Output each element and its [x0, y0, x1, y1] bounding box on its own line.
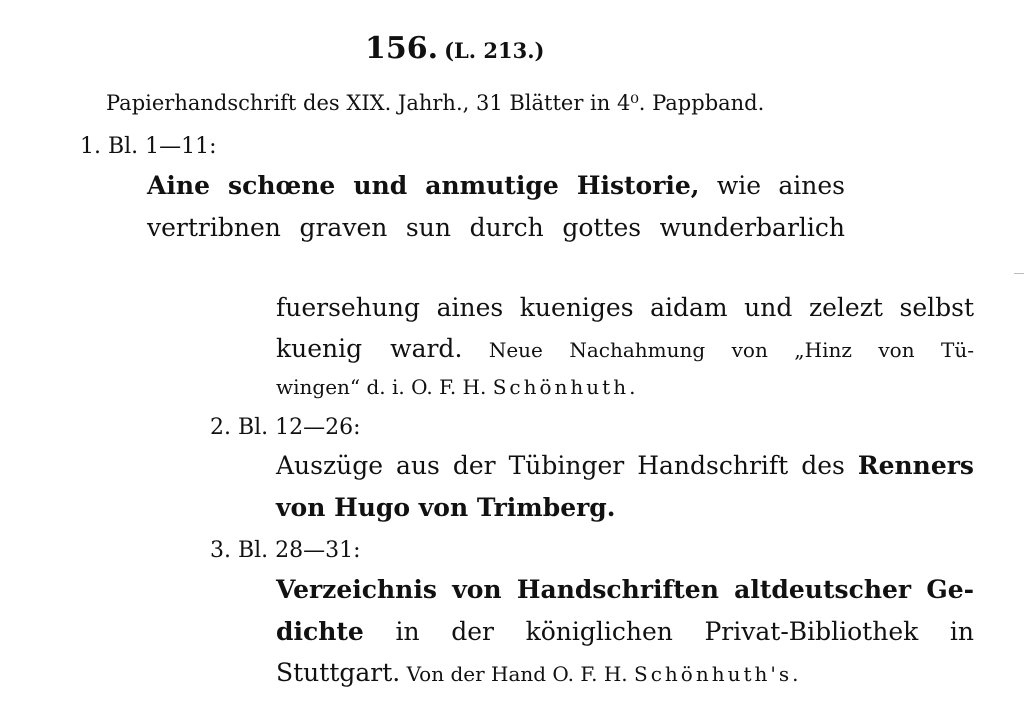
item-1-heading: 1. Bl. 1—11:: [80, 134, 217, 159]
item-1-title-bold: Aine schœne und anmutige Historie,: [147, 171, 700, 200]
entry-title: [365, 31, 545, 66]
item-3-line-2: [276, 619, 974, 644]
item-2-bold-renners: Renners: [857, 451, 974, 480]
item-3-bold-dichte: dichte: [276, 617, 364, 646]
item-3-author-name: Schönhuth's.: [634, 662, 802, 686]
item-2-line-1: [276, 453, 974, 478]
scan-edge-mark: [1014, 273, 1024, 274]
item-3-place: Stuttgart.: [276, 658, 401, 687]
item-2-text: Auszüge aus der Tübinger Handschrift des: [276, 451, 858, 480]
item-2-line-2: von Hugo von Trimberg.: [276, 493, 616, 522]
item-3-line-2-rest: in der königlichen Privat-Bibliothek in: [363, 617, 974, 646]
item-3-heading: 3. Bl. 28—31:: [210, 538, 361, 563]
item-1-author-name: Schönhuth.: [492, 375, 639, 399]
item-3-line-1: Verzeichnis von Handschriften altdeutscher Ge-: [276, 575, 974, 604]
item-1-line-5: [276, 377, 638, 397]
item-1-note: Neue Nachahmung von „Hinz von Tü-: [462, 338, 975, 362]
item-2-heading: 2. Bl. 12—26:: [210, 415, 361, 440]
item-1-line-4-main: kuenig ward.: [276, 334, 463, 363]
item-3-line-3: [276, 660, 802, 685]
item-1-line-4: [276, 336, 974, 361]
item-1-note-cont: wingen“ d. i. O. F. H.: [276, 375, 493, 399]
entry-number: 156.: [365, 31, 439, 66]
item-1-line-1: [147, 173, 845, 198]
item-1-line-3: fuersehung aines kueniges aidam und zelezt selbst: [276, 293, 974, 322]
item-1-line-2: vertribnen graven sun durch gottes wunderbarlich: [147, 213, 845, 242]
item-3-note: Von der Hand O. F. H.: [400, 662, 634, 686]
manuscript-description: Papierhandschrift des XIX. Jahrh., 31 Blätter in 4⁰. Pappband.: [106, 91, 765, 115]
item-1-title-rest: wie aines: [699, 171, 845, 200]
entry-ref: (L. 213.): [444, 38, 545, 63]
